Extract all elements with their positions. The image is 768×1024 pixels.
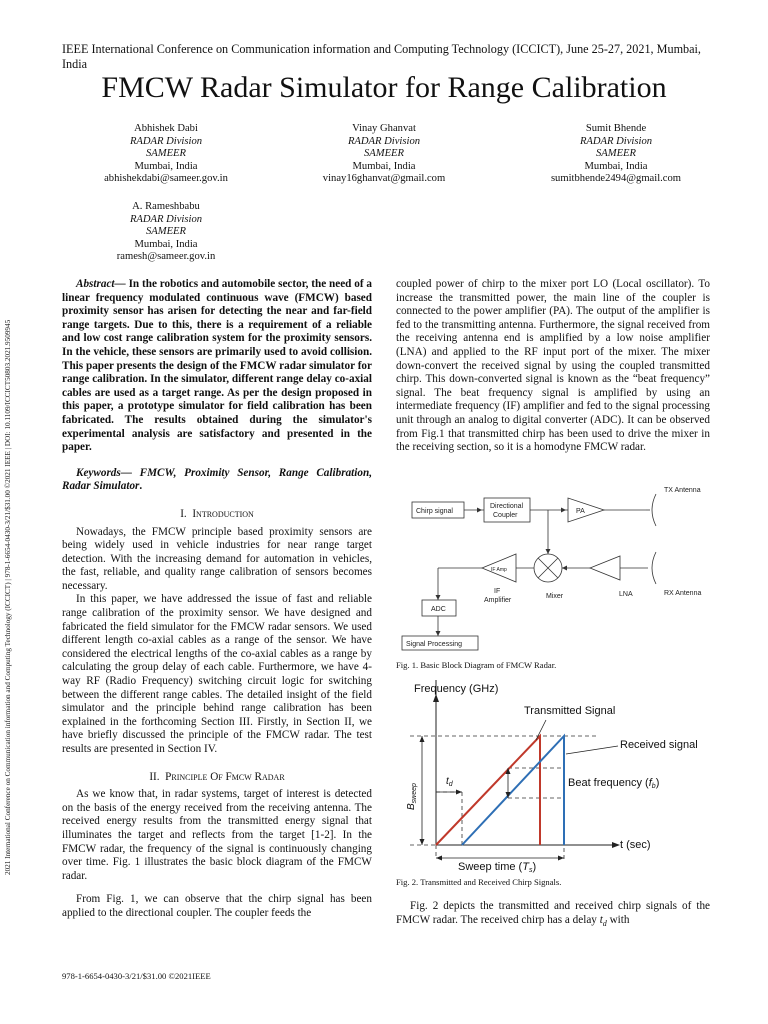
doi-sidebar-text: 2021 International Conference on Communication information and Computing Technology (ICCICT) | 978-1-6654-0430-3/21/$31.00 ©2021 IEEE | DOI: 10.1109/ICCICT50803.2021.9509945: [4, 319, 12, 875]
rx-antenna-label: RX Antenna: [664, 590, 702, 597]
received-chirp-line: [462, 736, 564, 845]
pa-label: PA: [576, 508, 585, 515]
if-label-2: Amplifier: [484, 597, 512, 604]
tx-antenna: [652, 494, 656, 526]
author-block-3: [516, 123, 716, 186]
author-city: Mumbai, India: [584, 160, 648, 172]
author-org: SAMEER: [363, 148, 404, 160]
section-heading-principle: II. Principle Of Fmcw Radar: [149, 770, 285, 783]
author-city: Mumbai, India: [352, 160, 416, 172]
abstract-label: Abstract—: [76, 278, 126, 290]
author-name: A. Rameshbabu: [132, 201, 200, 212]
bsweep-label: $B_{sweep}$: [406, 783, 418, 810]
if-label-1: IF: [494, 588, 501, 595]
paper-title: FMCW Radar Simulator for Range Calibration: [101, 71, 667, 104]
abstract-text: In the robotics and automobile sector, the need of a linear frequency modulated continuous wave (FMCW) based proximity sensor has arisen for detecting the near and far-field range targets. Due to this, there is a requirement of a reliable and low cost range calibration system for the proximity sensors. In the vehicle, these sensors are primarily used to avoid collision. This paper presents the design of the FMCW radar simulator for range calibration. In the simulator, different range delay co-axial cables are used as a target range. As per the design proposed in this paper, a prototype simulator for field calibration has been fabricated. The results obtained during the simulator's experimental analysis are satisfactory and presented in the paper.: [62, 278, 372, 454]
author-division: RADAR Division: [129, 135, 203, 147]
keywords-text: FMCW, Proximity Sensor, Range Calibration, Radar Simulator: [62, 466, 372, 493]
right-column-bottom: [396, 900, 710, 930]
author-name: Sumit Bhende: [585, 123, 647, 134]
fig2-caption: Fig. 2. Transmitted and Received Chirp Signals.: [396, 877, 562, 887]
rx-antenna: [652, 552, 656, 584]
principle-paragraph-2: From Fig. 1, we can observe that the chirp signal has been applied to the directional coupler. The coupler feeds the: [62, 893, 372, 919]
ifamp-inner-label: IF Amp: [491, 567, 507, 573]
fig1-caption: Fig. 1. Basic Block Diagram of FMCW Radar.: [396, 660, 557, 670]
author-org: SAMEER: [595, 148, 636, 160]
coupler-label-2: Coupler: [493, 512, 518, 519]
author-name: Abhishek Dabi: [134, 123, 198, 134]
keywords-label: Keywords—: [76, 466, 132, 479]
author-org: SAMEER: [145, 226, 186, 238]
author-org: SAMEER: [145, 148, 186, 160]
author-email: vinay16ghanvat@gmail.com: [322, 173, 446, 185]
author-city: Mumbai, India: [134, 238, 198, 250]
transmitted-signal-label: Transmitted Signal: [524, 705, 616, 717]
conference-header: IEEE International Conference on Communication information and Computing Technology (ICCICT), June 25-27, 2021, Mumbai, India: [62, 42, 701, 71]
keywords: Keywords— FMCW, Proximity Sensor, Range Calibration, Radar Simulator.: [62, 466, 372, 493]
author-block-4: [66, 201, 266, 264]
page-footer: 978-1-6654-0430-3/21/$31.00 ©2021IEEE: [62, 971, 211, 981]
author-email: sumitbhende2494@gmail.com: [550, 173, 682, 185]
y-axis-label: Frequency (GHz): [414, 683, 499, 695]
author-name: Vinay Ghanvat: [352, 123, 416, 134]
intro-paragraph-1: Nowadays, the FMCW principle based proximity sensors are being widely used in vehicle industries for near range target detection. With the increasing demand for automation in vehicles, the fast, reliable, and quality range calibration of sensors becomes necessary.: [62, 525, 372, 592]
coupler-label-1: Directional: [490, 503, 524, 510]
right-paragraph-1: coupled power of chirp to the mixer port LO (Local oscillator). To increase the transmitted power, the main line of the coupler is connected to the power amplifier (PA). The output of the amplifier is fed to the transmitting antenna. Furthermore, the signal received from the receiving antenna end is amplified by a low noise amplifier (LNA) and applied to the RF input port of the mixer. The mixer down-convert the received signal by using the coupled transmitted chirp. This down-converted signal is known as the “beat frequency” signal. The beat frequency signal is amplified by using an intermediate frequency (IF) amplifier and fed to the signal processing unit through an analog to digital converter (ADC). It can be observed from Fig.1 that transmitted chirp has been used to drive the mixer in the receiving section, so it is a homodyne FMCW radar.: [396, 278, 710, 454]
right-paragraph-2: Fig. 2 depicts the transmitted and received chirp signals of the FMCW radar. The received chirp has a delay $t_d$ with: [396, 900, 710, 928]
mixer-label: Mixer: [546, 593, 564, 600]
tx-antenna-label: TX Antenna: [664, 487, 701, 494]
author-division: RADAR Division: [129, 213, 203, 225]
pa-triangle: [568, 498, 604, 522]
signal-processing-label: Signal Processing: [406, 641, 463, 648]
author-division: RADAR Division: [579, 135, 653, 147]
principle-paragraph-1: As we know that, in radar systems, target of interest is detected on the basis of the energy received from the receiving antenna. The received energy results from the transmitted energy signal that illuminates the target and reflects from the target [1-2]. In the FMCW radar, the frequency of the signal is continuously changing over time. Fig. 1 illustrates the basic block diagram of the FMCW radar.: [62, 788, 372, 882]
chirp-label: Chirp signal: [416, 508, 453, 515]
lna-label: LNA: [619, 591, 633, 598]
transmitted-chirp-line: [436, 736, 540, 845]
author-block-1: [66, 123, 266, 186]
sweep-time-label: Sweep time (Ts): [458, 861, 537, 874]
time-axis-label: t (sec): [620, 839, 651, 851]
adc-label: ADC: [431, 606, 446, 613]
abstract: [62, 278, 372, 455]
author-division: RADAR Division: [347, 135, 421, 147]
author-city: Mumbai, India: [134, 160, 198, 172]
right-column-top: [396, 278, 710, 455]
section-heading-introduction: I. Introduction: [180, 507, 254, 520]
intro-paragraph-2: In this paper, we have addressed the issue of fast and reliable range calibration of the proximity sensor. We have designed and fabricated the field simulator for the FMCW radar sensors. We used different length co-axial cables as a range of the sensor. We have considered the electrical lengths of the co-axial cables as a range by calculating the group delay of each cable. Furthermore, we have 4-way RF (Radio Frequency) switching circuit logic for switching between the different range cables. The detailed insight of the field simulator and the principle behind range calibration has been explained in the forthcoming Section III. Firstly, in Section II, we have briefly discussed the principle of the FMCW radar. The test results are presented in Section IV.: [62, 593, 372, 755]
author-email: ramesh@sameer.gov.in: [116, 251, 216, 263]
fig1-block-diagram: [398, 482, 710, 658]
left-column: [62, 278, 372, 921]
fig2-chirp-diagram: [396, 680, 712, 874]
lna-triangle: [590, 556, 620, 580]
td-label: $t_d$: [446, 776, 453, 788]
received-signal-label: Received signal: [620, 739, 698, 751]
author-email: abhishekdabi@sameer.gov.in: [104, 173, 228, 185]
author-block-2: [284, 123, 484, 186]
beat-frequency-label: Beat frequency (fb): [568, 777, 660, 790]
